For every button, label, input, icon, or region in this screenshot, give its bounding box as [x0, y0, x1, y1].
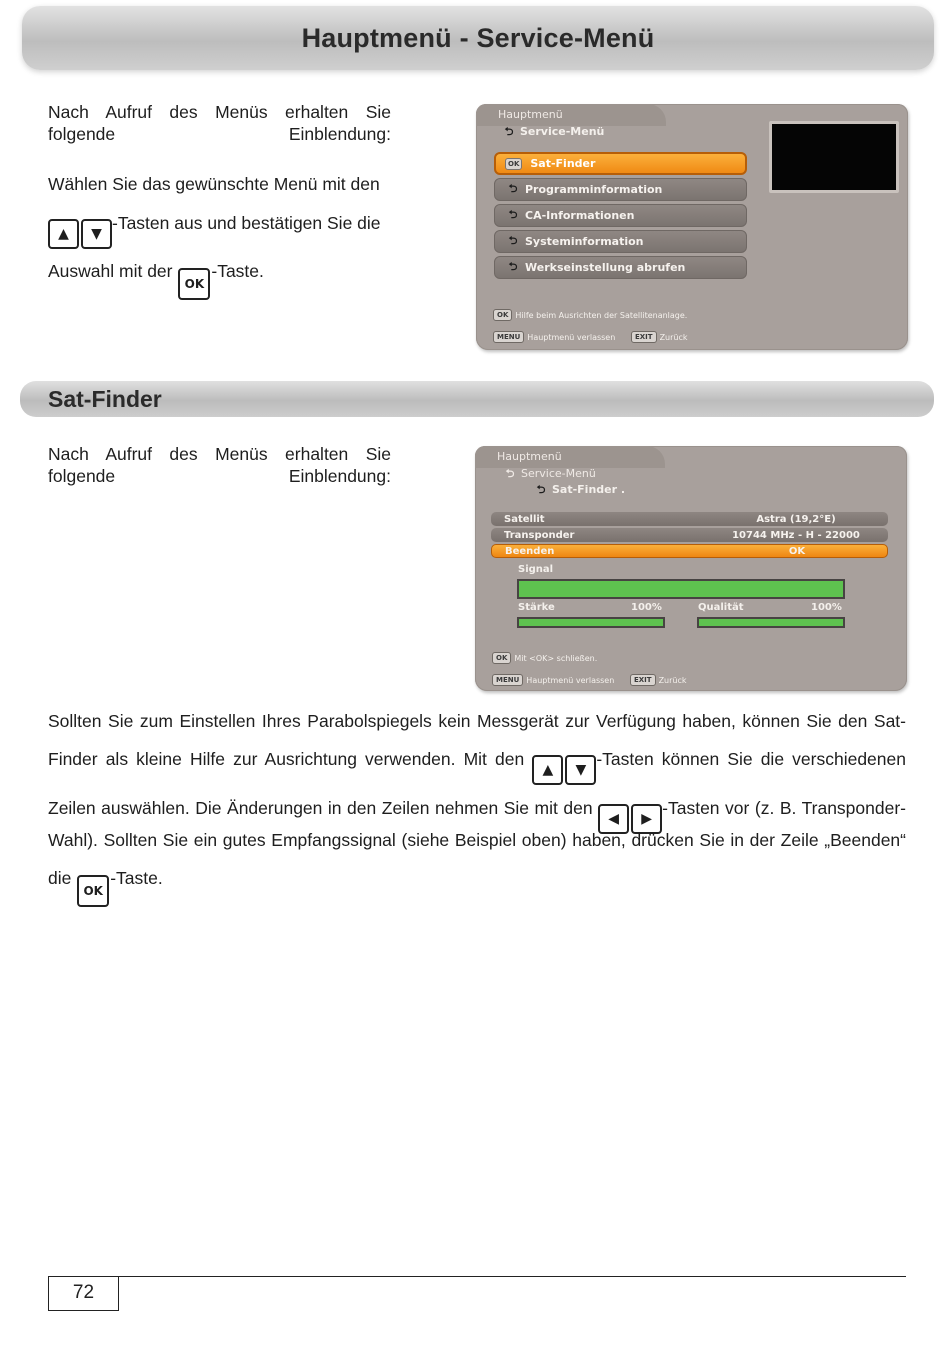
return-icon: ⮌	[508, 182, 518, 195]
right-arrow-key-icon: ▶	[631, 804, 662, 834]
intro-instruction: Wählen Sie das gewünschte Menü mit den	[48, 174, 380, 194]
ok-chip-icon: OK	[505, 158, 522, 170]
return-icon: ⮌	[508, 260, 518, 273]
up-arrow-key-icon: ▲	[532, 755, 563, 785]
satfinder-intro: Nach Aufruf des Menüs erhalten Sie folgende Einblendung:	[48, 444, 391, 486]
menu-chip: MENU	[492, 674, 523, 686]
quality-bar	[697, 617, 845, 628]
row-transponder[interactable]: Transponder 10744 MHz - H - 22000	[491, 528, 888, 542]
breadcrumb-service: ⮌ Service-Menü	[499, 465, 596, 484]
strength-label: Stärke	[518, 602, 555, 613]
ok-chip: OK	[493, 309, 512, 321]
signal-label: Signal	[518, 564, 554, 575]
signal-bar	[517, 579, 845, 599]
return-icon: ⮌	[508, 234, 518, 247]
tv-preview-window	[769, 121, 899, 193]
quality-label: Qualität	[698, 602, 744, 613]
row-satellit[interactable]: Satellit Astra (19,2°E)	[491, 512, 888, 526]
page-title-bar	[22, 6, 934, 70]
section-bar-sat-finder	[20, 381, 934, 417]
strength-bar	[517, 617, 665, 628]
exit-chip: EXIT	[631, 331, 657, 343]
intro-keys-text: -Tasten aus und bestätigen Sie die	[112, 213, 381, 233]
ok-key-icon: OK	[178, 268, 210, 300]
strength-value: 100%	[631, 602, 662, 613]
menu-chip: MENU	[493, 331, 524, 343]
menu-legend: MENU Hauptmenü verlassen	[493, 331, 615, 343]
menu-legend: MENU Hauptmenü verlassen	[492, 674, 614, 686]
menu-item-werkseinstellung[interactable]: ⮌ Werkseinstellung abrufen	[494, 256, 747, 279]
menu-item-systeminformation[interactable]: ⮌ Systeminformation	[494, 230, 747, 253]
down-arrow-key-icon: ▼	[565, 755, 596, 785]
exit-legend: EXIT Zurück	[630, 674, 687, 686]
intro-ok-text: Auswahl mit der	[48, 261, 173, 281]
up-arrow-key-icon: ▲	[48, 219, 79, 249]
body-line-5: die OK-Taste.	[48, 867, 448, 907]
body-line-4: Wahl). Sollten Sie ein gutes Empfangssignal (siehe Beispiel oben) haben, drücken Sie in der Zeile „Beenden“	[48, 830, 906, 850]
return-icon: ⮌	[536, 483, 546, 496]
ok-legend: OK Mit <OK> schließen.	[492, 652, 597, 664]
page-number: 72	[48, 1276, 119, 1311]
intro-paragraph: Nach Aufruf des Menüs erhalten Sie folgende Einblendung:	[48, 102, 391, 144]
quality-value: 100%	[811, 602, 842, 613]
left-arrow-key-icon: ◀	[598, 804, 629, 834]
row-beenden[interactable]: Beenden OK	[491, 544, 888, 558]
menu-item-programminformation[interactable]: ⮌ Programminformation	[494, 178, 747, 201]
up-down-keys	[532, 755, 596, 785]
help-legend: OK Hilfe beim Ausrichten der Satellitenanlage.	[493, 309, 687, 321]
exit-chip: EXIT	[630, 674, 656, 686]
sat-finder-screenshot	[475, 446, 907, 691]
return-icon: ⮌	[505, 467, 515, 480]
breadcrumb-satfinder: ⮌ Sat-Finder .	[530, 481, 625, 500]
menu-item-ca-informationen[interactable]: ⮌ CA-Informationen	[494, 204, 747, 227]
footer-rule	[48, 1276, 906, 1277]
intro-keys-line	[48, 212, 408, 249]
breadcrumb-main: Hauptmenü	[497, 450, 562, 463]
breadcrumb-service: ⮌ Service-Menü	[498, 123, 604, 142]
exit-legend: EXIT Zurück	[631, 331, 688, 343]
ok-key-icon: OK	[77, 875, 109, 907]
body-line-3: Zeilen auswählen. Die Änderungen in den Zeilen nehmen Sie mit den ◀ ▶ -Tasten vor (z. B. Transponder-	[48, 797, 906, 834]
strength-bar-fill	[519, 619, 663, 626]
breadcrumb-main: Hauptmenü	[498, 108, 563, 121]
quality-bar-fill	[699, 619, 843, 626]
menu-item-sat-finder[interactable]: OK Sat-Finder	[494, 152, 747, 175]
return-icon: ⮌	[504, 125, 514, 138]
signal-bar-fill	[519, 581, 843, 597]
intro-ok-line	[48, 260, 408, 300]
page-title: Hauptmenü - Service-Menü	[301, 22, 655, 53]
return-icon: ⮌	[508, 208, 518, 221]
ok-chip: OK	[492, 652, 511, 664]
body-line-1: Sollten Sie zum Einstellen Ihres Parabolspiegels kein Messgerät zur Verfügung haben, können Sie den Sat-	[48, 711, 906, 731]
section-title: Sat-Finder	[48, 385, 162, 412]
body-line-2: Finder als kleine Hilfe zur Ausrichtung verwenden. Mit den ▲ ▼ -Tasten können Sie die verschiedenen	[48, 748, 906, 785]
service-menu-screenshot	[476, 104, 908, 350]
intro-ok-suffix: -Taste.	[211, 261, 264, 281]
up-down-keys	[48, 219, 112, 249]
down-arrow-key-icon: ▼	[81, 219, 112, 249]
